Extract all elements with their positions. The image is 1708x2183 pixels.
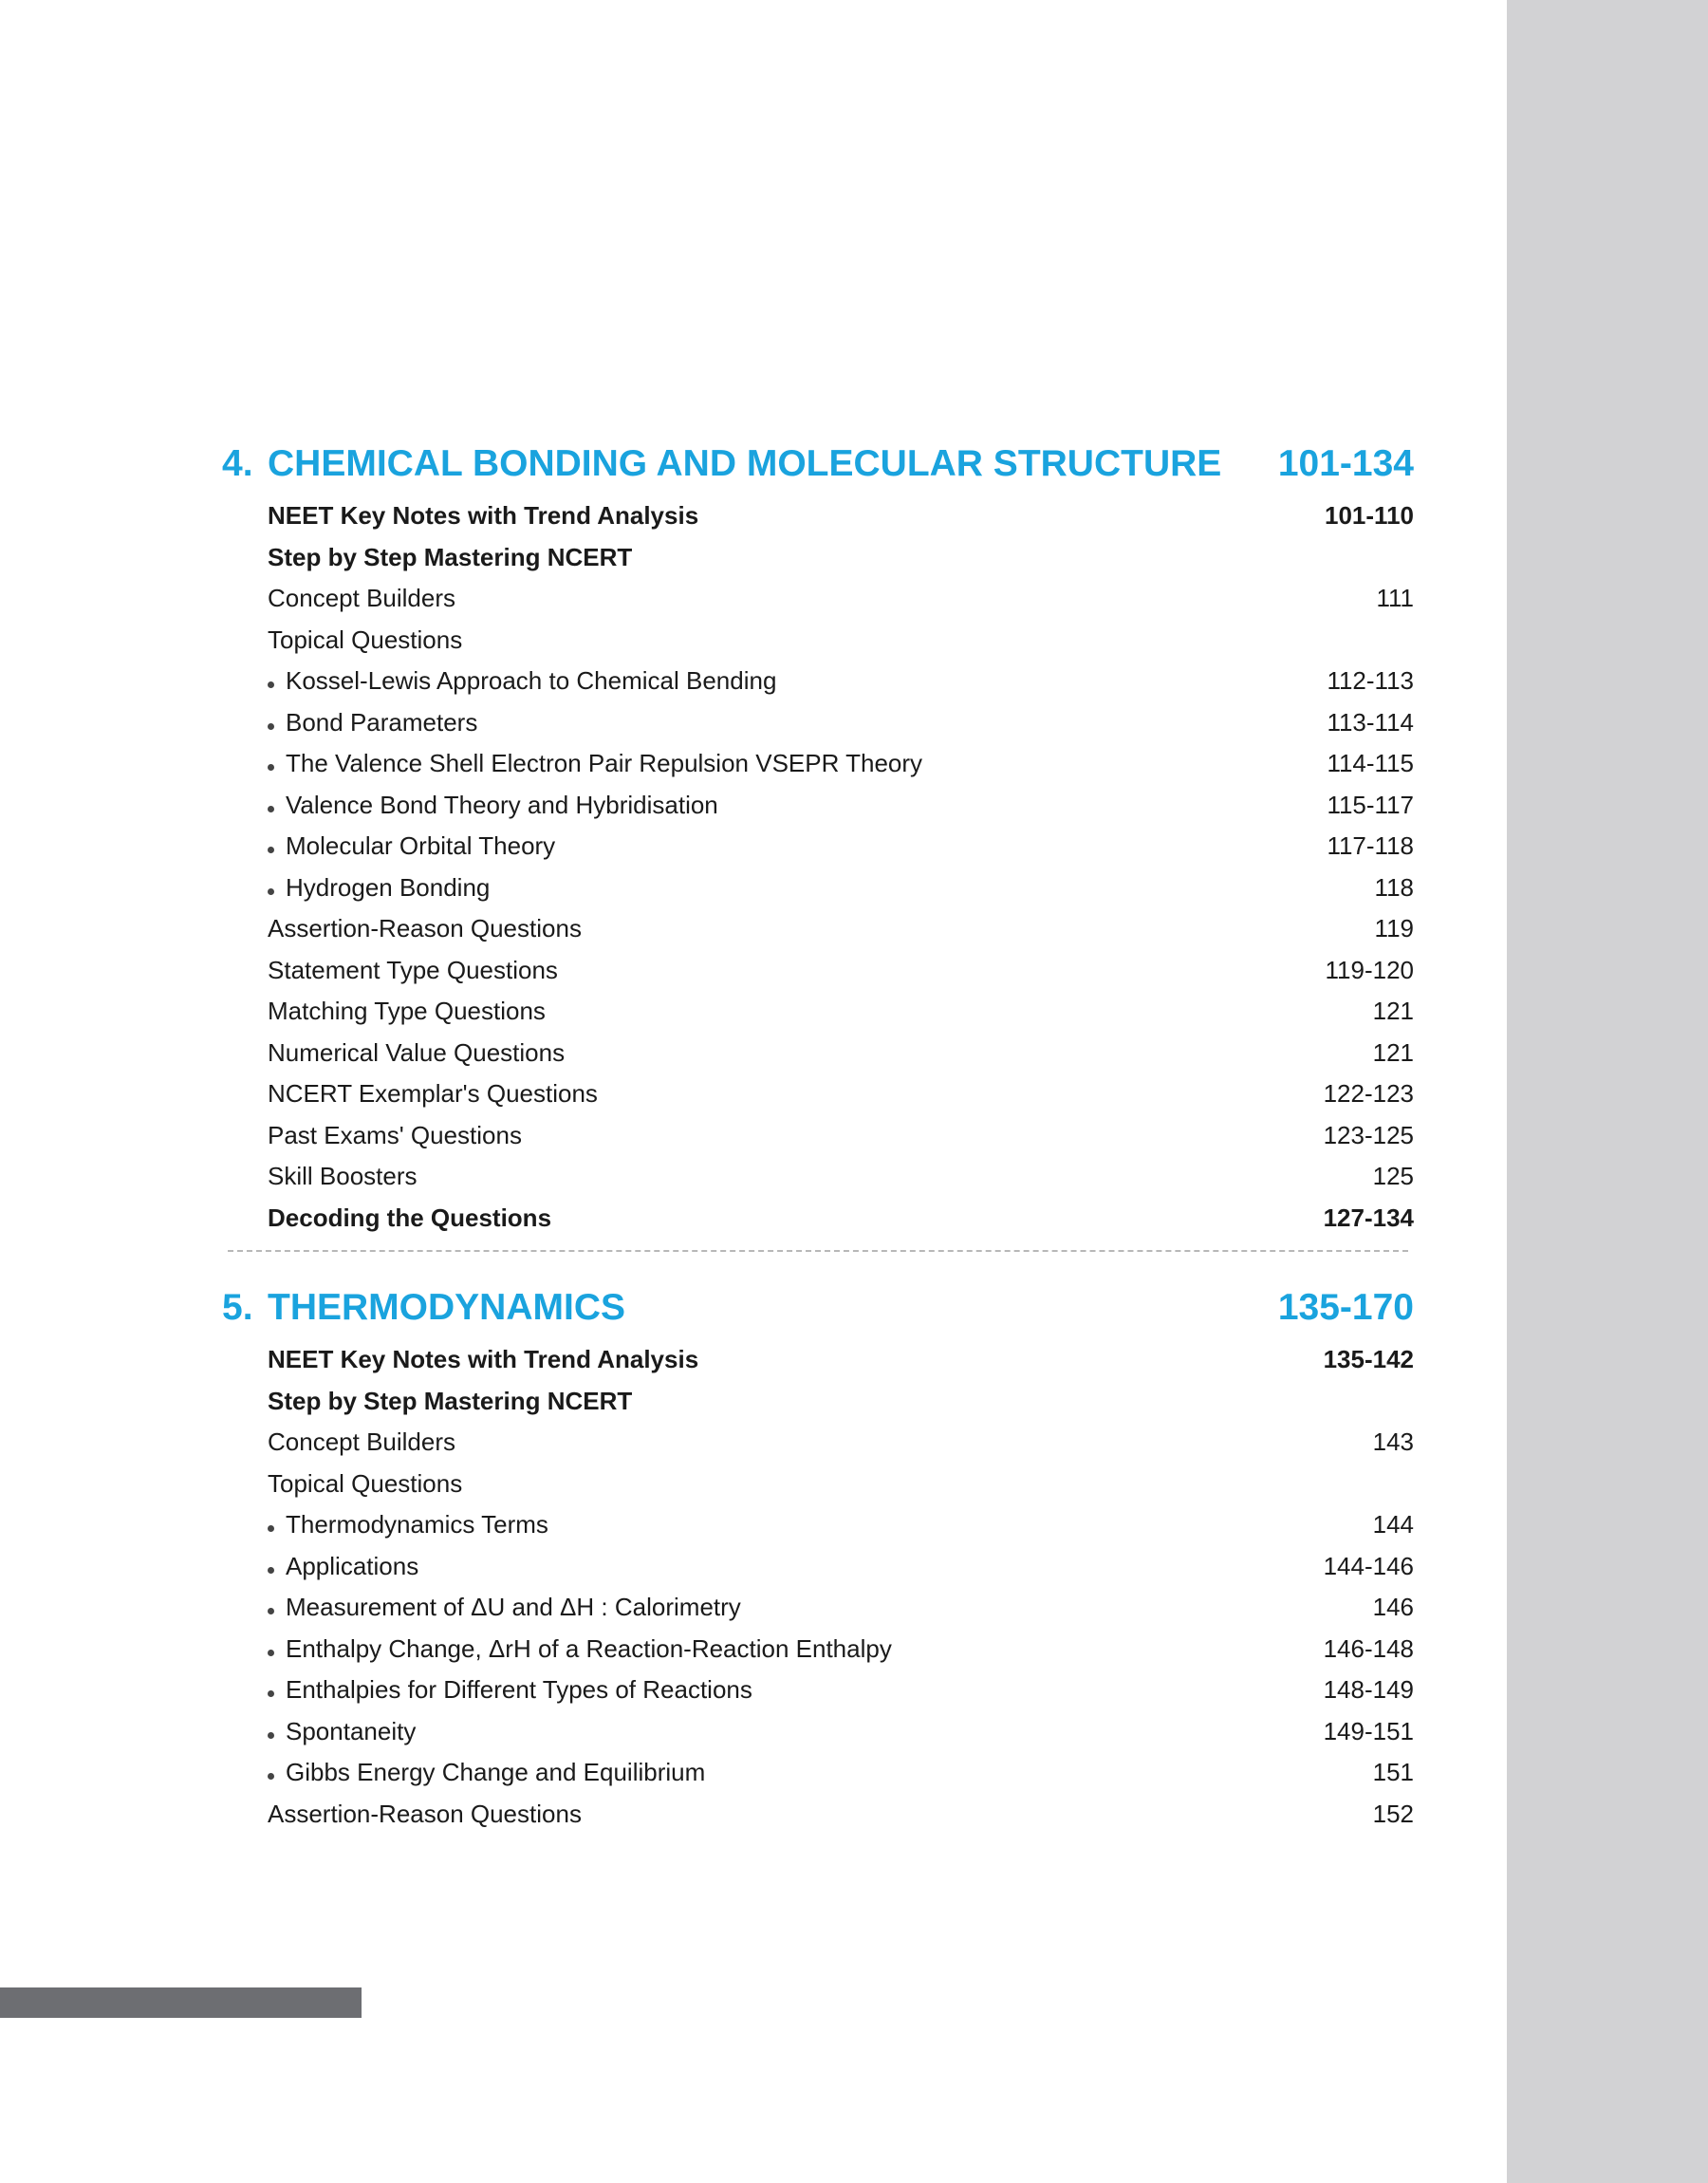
footer-bar <box>0 1987 362 2018</box>
toc-subentry <box>222 1504 1414 1546</box>
toc-entry-label: Applications <box>286 1551 419 1580</box>
chapter-title: THERMODYNAMICS <box>268 1287 625 1328</box>
chapter-divider <box>228 1250 1408 1252</box>
toc-entry-pages: 127-134 <box>1323 1203 1414 1232</box>
toc-entry-pages: 122-123 <box>1323 1079 1414 1109</box>
toc-entry-pages: 121 <box>1372 997 1414 1026</box>
toc-subentry <box>222 702 1414 744</box>
toc-subentry <box>222 1587 1414 1629</box>
toc-entry-label: NEET Key Notes with Trend Analysis <box>268 501 699 531</box>
toc-entry-pages: 101-110 <box>1325 501 1414 531</box>
toc-entry <box>222 908 1414 950</box>
toc-entry-label: Assertion-Reason Questions <box>268 1799 582 1828</box>
bullet-icon <box>268 1567 274 1574</box>
toc-entry <box>222 1464 1414 1505</box>
chapter-pages: 135-170 <box>1277 1287 1414 1328</box>
bullet-icon <box>268 764 274 771</box>
toc-entry-label: Step by Step Mastering NCERT <box>268 542 633 571</box>
toc-entry <box>222 1794 1414 1836</box>
bullet-icon <box>268 1773 274 1780</box>
bullet-icon <box>268 1690 274 1697</box>
toc-subentry <box>222 868 1414 909</box>
toc-entry <box>222 1073 1414 1115</box>
toc-entry-pages: 113-114 <box>1327 707 1414 737</box>
toc-entry-pages: 149-151 <box>1323 1716 1414 1745</box>
toc-entry-label: Concept Builders <box>268 584 455 613</box>
toc-entry <box>222 1381 1414 1423</box>
chapter-heading <box>222 437 1414 492</box>
toc-entry-label: Decoding the Questions <box>268 1203 552 1232</box>
toc-entry-pages: 123-125 <box>1323 1120 1414 1149</box>
toc-entry-pages: 144-146 <box>1323 1551 1414 1580</box>
toc-entry-pages: 152 <box>1372 1799 1414 1828</box>
toc-entry-label: Skill Boosters <box>268 1162 418 1191</box>
toc-subentry <box>222 826 1414 868</box>
bullet-icon <box>268 681 274 688</box>
toc-entry-pages: 114-115 <box>1327 749 1414 778</box>
toc-entry <box>222 950 1414 992</box>
toc-entry <box>222 495 1414 537</box>
toc-entry-pages: 121 <box>1372 1037 1414 1067</box>
toc-subentry <box>222 743 1414 785</box>
toc-subentry <box>222 1546 1414 1588</box>
toc-entry-pages: 146-148 <box>1323 1633 1414 1663</box>
toc-entry-label: Kossel-Lewis Approach to Chemical Bending <box>286 666 777 696</box>
toc-entry <box>222 1422 1414 1464</box>
toc-entry-pages: 117-118 <box>1327 831 1414 861</box>
toc-entry-label: Numerical Value Questions <box>268 1037 566 1067</box>
toc-entry <box>222 537 1414 579</box>
toc-entry-label: Bond Parameters <box>286 707 478 737</box>
toc-entry-label: NEET Key Notes with Trend Analysis <box>268 1345 699 1374</box>
bullet-icon <box>268 723 274 730</box>
toc-subentry <box>222 1711 1414 1753</box>
toc-entry-label: Topical Questions <box>268 1468 463 1498</box>
toc-entry-label: Step by Step Mastering NCERT <box>268 1386 633 1415</box>
toc-entry-label: The Valence Shell Electron Pair Repulsion VSEPR Theory <box>286 749 923 778</box>
toc-entry <box>222 1339 1414 1381</box>
toc-entry <box>222 1033 1414 1074</box>
toc-entry-pages: 111 <box>1376 584 1414 613</box>
toc-entry-pages: 125 <box>1372 1162 1414 1191</box>
toc-entry <box>222 1156 1414 1198</box>
toc-subentry <box>222 1752 1414 1794</box>
bullet-icon <box>268 847 274 853</box>
toc-entry-label: Past Exams' Questions <box>268 1120 522 1149</box>
toc-subentry <box>222 1629 1414 1670</box>
bullet-icon <box>268 1525 274 1532</box>
toc-entry-pages: 143 <box>1372 1427 1414 1457</box>
toc-entry-pages: 115-117 <box>1327 790 1414 819</box>
toc-entry-label: Concept Builders <box>268 1427 455 1457</box>
toc-entry-label: Thermodynamics Terms <box>286 1510 548 1539</box>
chapter-title: CHEMICAL BONDING AND MOLECULAR STRUCTURE <box>268 443 1222 484</box>
toc-entry <box>222 991 1414 1033</box>
chapter-pages: 101-134 <box>1277 443 1414 484</box>
toc-entry-pages: 135-142 <box>1323 1345 1414 1374</box>
toc-entry-label: Enthalpy Change, ΔrH of a Reaction-Reaction Enthalpy <box>286 1633 892 1663</box>
toc-entry-pages: 148-149 <box>1323 1675 1414 1705</box>
toc-entry-pages: 151 <box>1372 1758 1414 1787</box>
toc-entry-pages: 119-120 <box>1325 955 1414 984</box>
toc-subentry <box>222 785 1414 827</box>
chapter-number: 5. <box>222 1287 253 1328</box>
toc-entry <box>222 620 1414 662</box>
toc-entry-label: Enthalpies for Different Types of Reactions <box>286 1675 752 1705</box>
chapter-heading <box>222 1280 1414 1335</box>
toc-entry-label: Matching Type Questions <box>268 997 546 1026</box>
bullet-icon <box>268 806 274 812</box>
bullet-icon <box>268 888 274 895</box>
toc-entry-pages: 144 <box>1372 1510 1414 1539</box>
table-of-contents <box>222 437 1414 1835</box>
toc-entry-label: Hydrogen Bonding <box>286 872 491 902</box>
toc-entry-label: Statement Type Questions <box>268 955 558 984</box>
chapter-number: 4. <box>222 443 253 484</box>
toc-entry-label: Valence Bond Theory and Hybridisation <box>286 790 718 819</box>
toc-entry-label: Gibbs Energy Change and Equilibrium <box>286 1758 706 1787</box>
bullet-icon <box>268 1608 274 1614</box>
toc-entry-pages: 118 <box>1374 872 1414 902</box>
page-side-strip <box>1507 0 1708 2183</box>
toc-entry-label: Molecular Orbital Theory <box>286 831 556 861</box>
toc-entry-label: Measurement of ΔU and ΔH : Calorimetry <box>286 1593 741 1622</box>
toc-entry-pages: 112-113 <box>1327 666 1414 696</box>
toc-entry <box>222 1115 1414 1157</box>
toc-entry-label: Spontaneity <box>286 1716 417 1745</box>
toc-entry <box>222 1198 1414 1240</box>
toc-entry <box>222 578 1414 620</box>
bullet-icon <box>268 1732 274 1739</box>
bullet-icon <box>268 1650 274 1656</box>
toc-subentry <box>222 1670 1414 1711</box>
toc-entry-pages: 119 <box>1374 914 1414 943</box>
toc-subentry <box>222 661 1414 702</box>
toc-entry-label: Assertion-Reason Questions <box>268 914 582 943</box>
toc-entry-pages: 146 <box>1372 1593 1414 1622</box>
toc-entry-label: NCERT Exemplar's Questions <box>268 1079 598 1109</box>
toc-entry-label: Topical Questions <box>268 625 463 654</box>
